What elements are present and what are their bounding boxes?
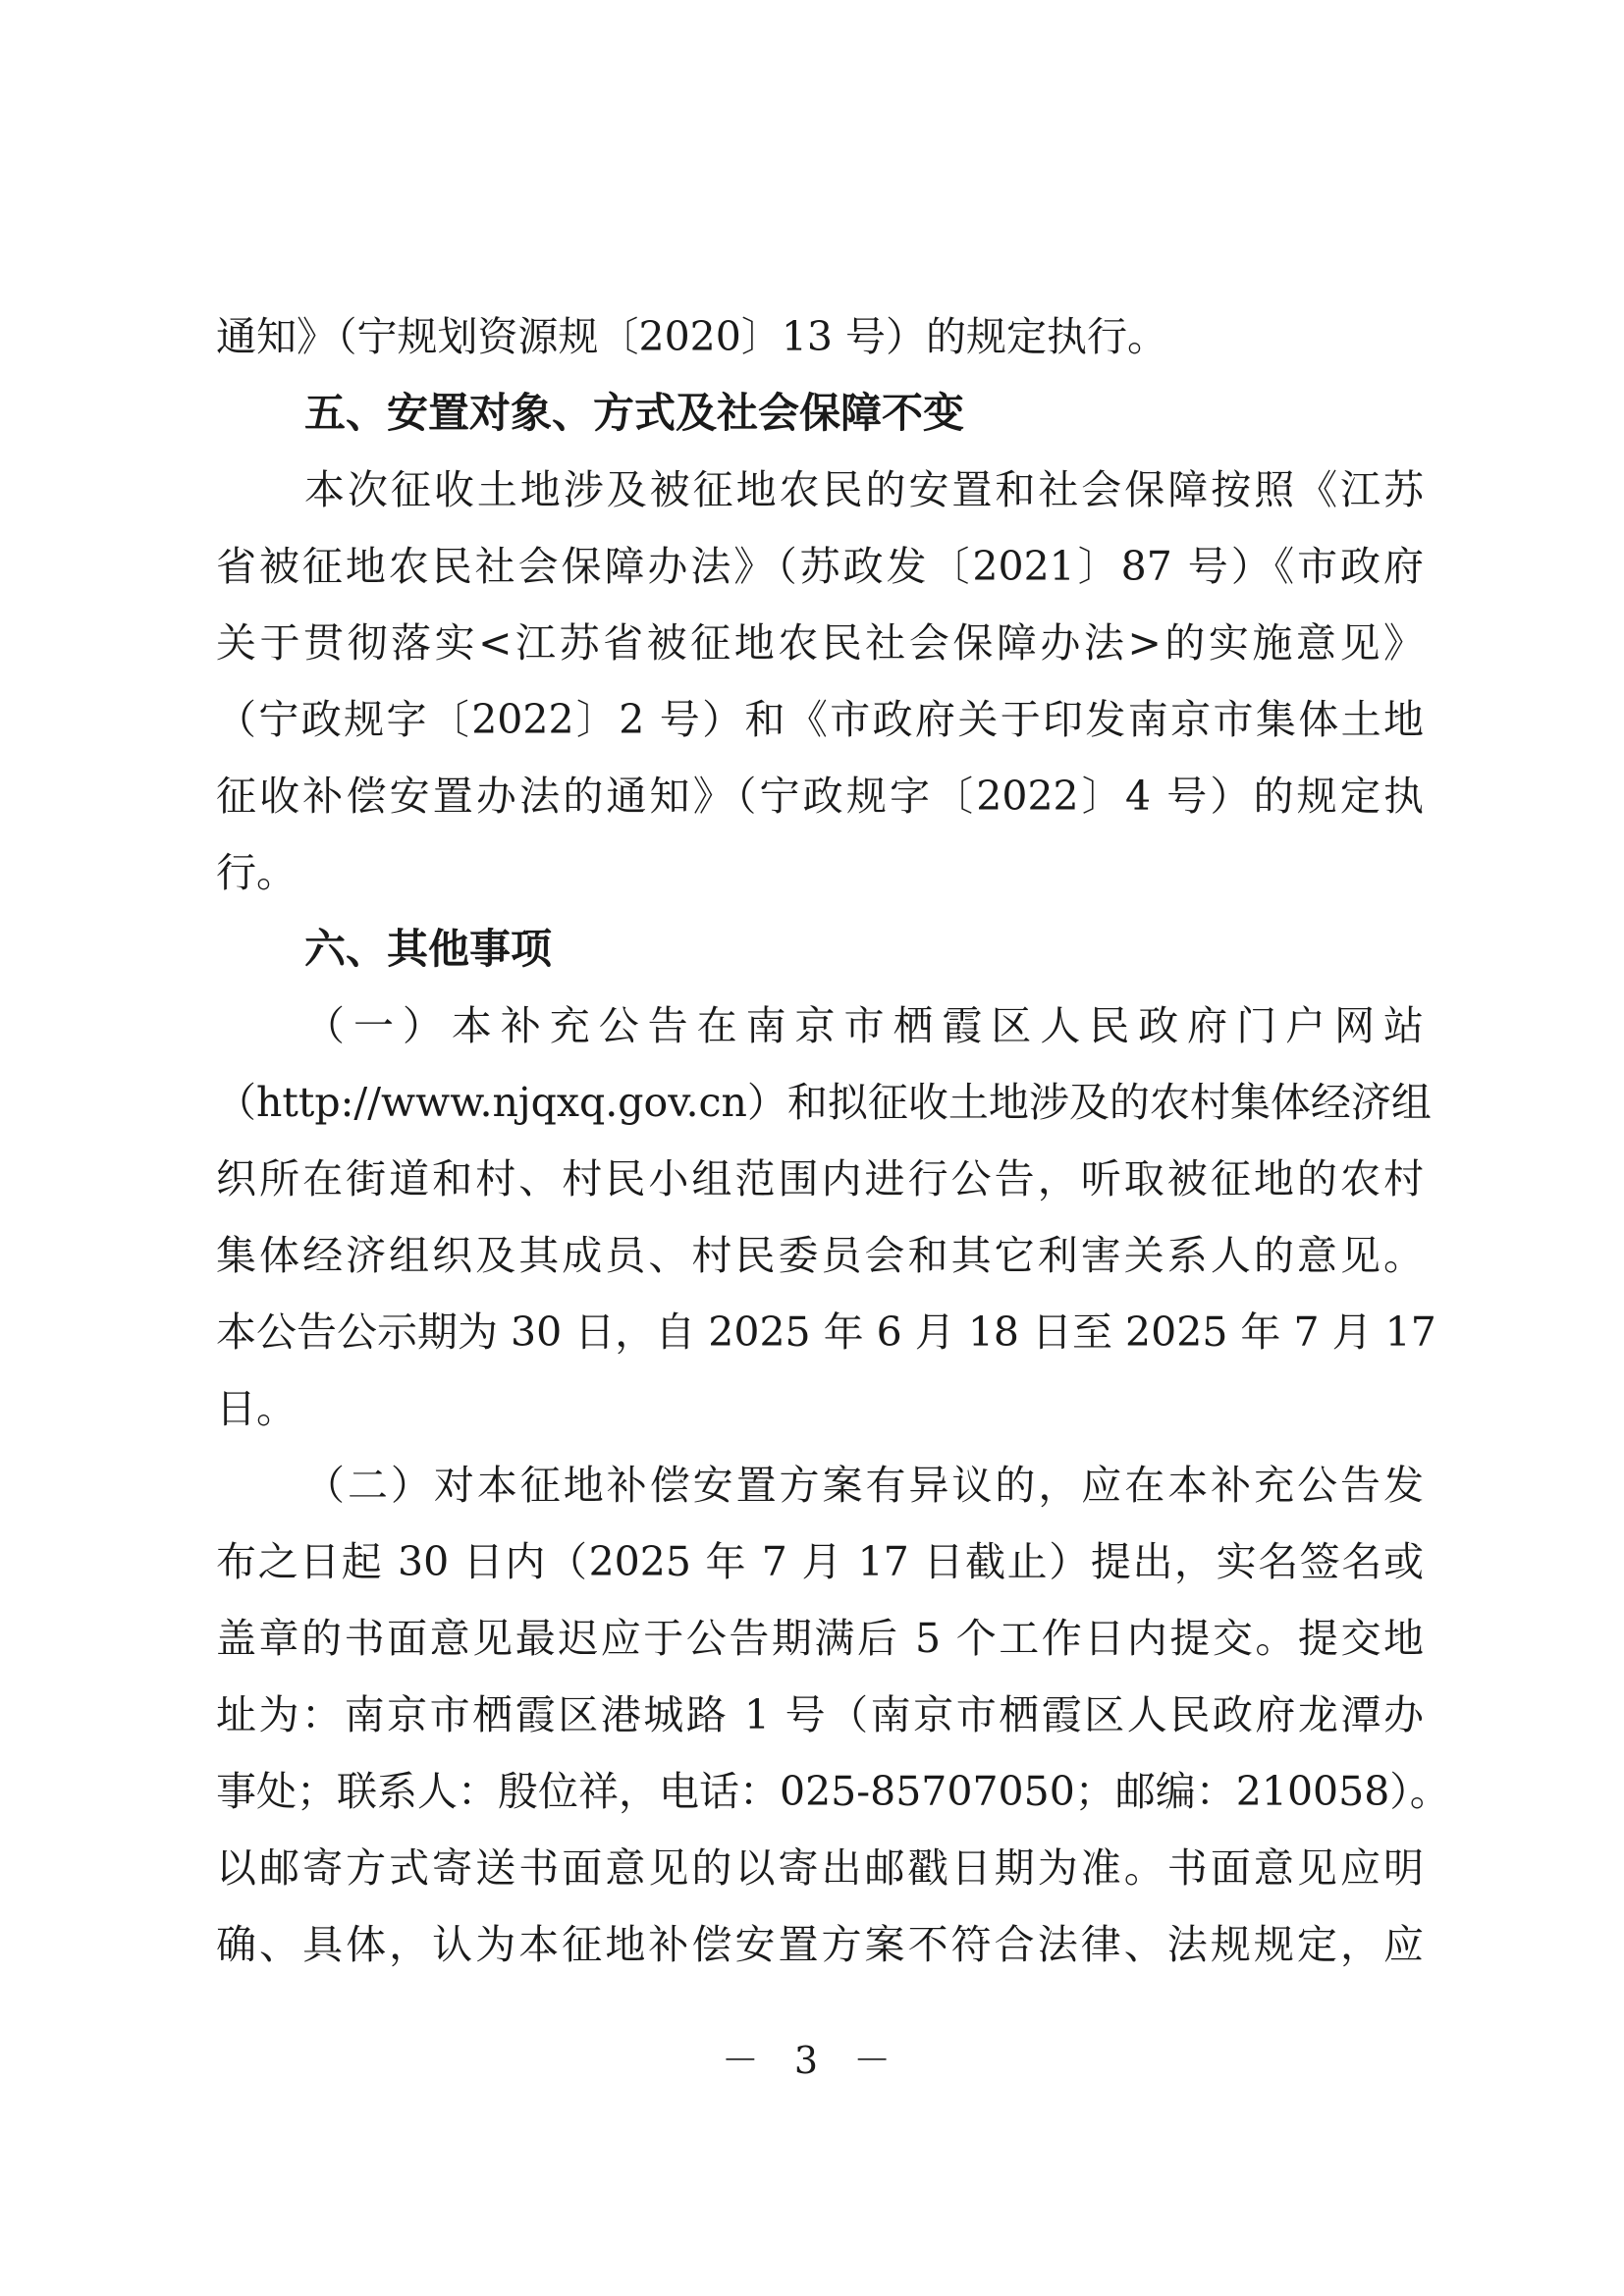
paragraph-line: 本公告公示期为 30 日，自 2025 年 6 月 18 日至 2025 年 7 月 17 (216, 1308, 1436, 1356)
website-url-line: （http://www.njqxq.gov.cn）和拟征收土地涉及的农村集体经济组 (216, 1079, 1432, 1126)
paragraph-line: 织所在街道和村、村民小组范围内进行公告，听取被征地的农村 (216, 1155, 1424, 1202)
paragraph-line: 关于贯彻落实<江苏省被征地农民社会保障办法>的实施意见》 (216, 619, 1424, 667)
paragraph-line: （一）本补充公告在南京市栖霞区人民政府门户网站 (304, 1002, 1424, 1049)
section-heading-six: 六、其他事项 (304, 925, 553, 973)
paragraph-line: 征收补偿安置办法的通知》（宁政规字〔2022〕4 号）的规定执 (216, 773, 1424, 820)
paragraph-line: 集体经济组织及其成员、村民委员会和其它利害关系人的意见。 (216, 1232, 1424, 1279)
paragraph-line: 布之日起 30 日内（2025 年 7 月 17 日截止）提出，实名签名或 (216, 1538, 1424, 1585)
paragraph-line: 址为：南京市栖霞区港城路 1 号（南京市栖霞区人民政府龙潭办 (216, 1691, 1424, 1738)
page-number: － 3 － (721, 2039, 903, 2082)
paragraph-line: 确、具体，认为本征地补偿安置方案不符合法律、法规规定，应 (216, 1921, 1424, 1968)
paragraph-line: （二）对本征地补偿安置方案有异议的，应在本补充公告发 (304, 1462, 1424, 1509)
continuation-line: 通知》（宁规划资源规〔2020〕13 号）的规定执行。 (216, 313, 1168, 360)
paragraph-line: 行。 (216, 849, 297, 896)
paragraph-line: （宁政规字〔2022〕2 号）和《市政府关于印发南京市集体土地 (216, 696, 1424, 743)
paragraph-line: 以邮寄方式寄送书面意见的以寄出邮戳日期为准。书面意见应明 (216, 1844, 1424, 1892)
paragraph-line: 盖章的书面意见最迟应于公告期满后 5 个工作日内提交。提交地 (216, 1615, 1424, 1662)
contact-info-line: 事处；联系人：殷位祥，电话：025-85707050；邮编：210058）。 (216, 1768, 1450, 1815)
paragraph-line: 省被征地农民社会保障办法》（苏政发〔2021〕87 号）《市政府 (216, 543, 1424, 590)
paragraph-line: 本次征收土地涉及被征地农民的安置和社会保障按照《江苏 (304, 466, 1424, 513)
section-heading-five: 五、安置对象、方式及社会保障不变 (304, 389, 965, 437)
paragraph-line: 日。 (216, 1385, 297, 1432)
